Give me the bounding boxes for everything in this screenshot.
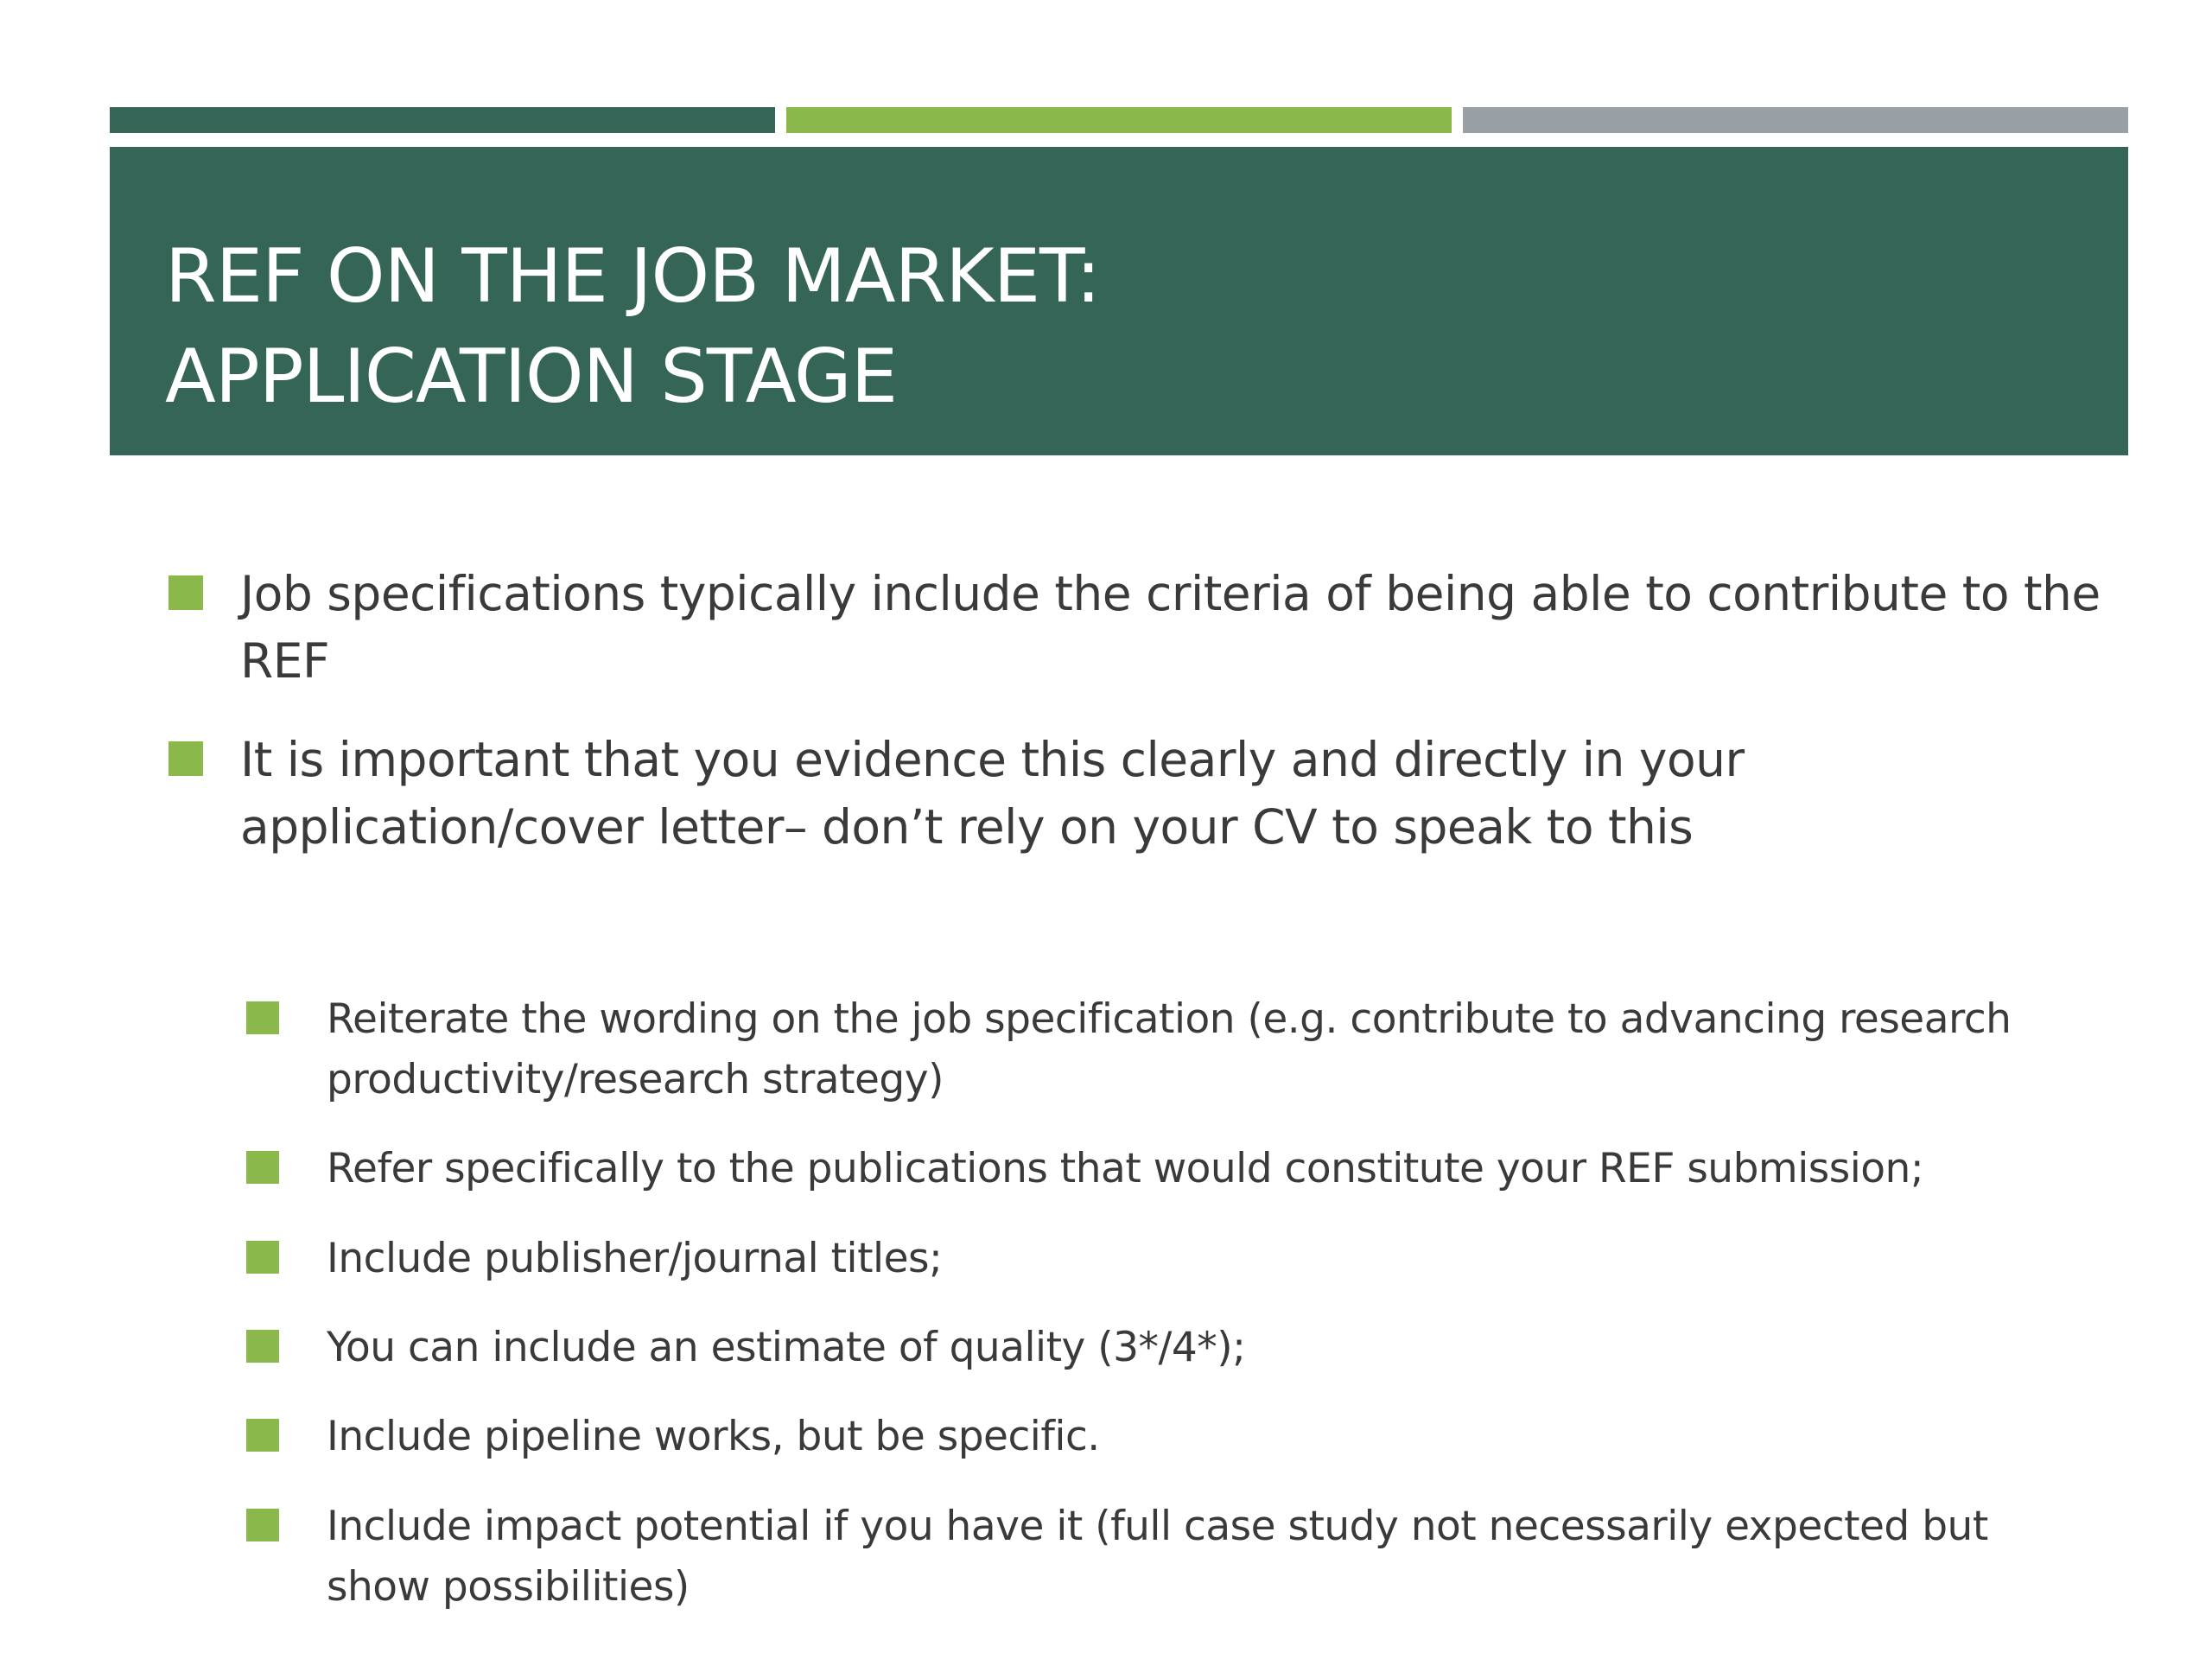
sub-bullet-text: Include publisher/journal titles; <box>327 1235 943 1282</box>
sub-bullet-text: Reiterate the wording on the job specification (e.g. contribute to advancing research productivity/research strategy) <box>327 995 2012 1103</box>
slide-title <box>165 226 1100 427</box>
square-bullet-icon <box>246 1241 279 1274</box>
sub-bullet-item <box>246 1407 2095 1467</box>
bullet-item <box>168 560 2104 695</box>
square-bullet-icon <box>168 575 203 610</box>
sub-bullet-item <box>246 1497 2095 1618</box>
bullet-item <box>168 726 1810 861</box>
slide-title-line-1: REF ON THE JOB MARKET: <box>165 233 1101 320</box>
accent-bar-dark-green <box>110 107 775 133</box>
sub-bullet-item <box>246 1318 2095 1378</box>
slide-title-line-2: APPLICATION STAGE <box>165 334 898 420</box>
sub-bullet-text: Include impact potential if you have it (full case study not necessarily expected but show possibilities) <box>327 1503 1988 1611</box>
square-bullet-icon <box>246 1419 279 1452</box>
title-band <box>110 147 2128 455</box>
sub-bullet-text: Include pipeline works, but be specific. <box>327 1413 1100 1460</box>
sub-bullet-text: You can include an estimate of quality (3*/4*); <box>327 1324 1246 1371</box>
accent-bar-gray <box>1463 107 2128 133</box>
sub-bullet-item <box>246 1229 2095 1289</box>
square-bullet-icon <box>168 741 203 776</box>
square-bullet-icon <box>246 1001 279 1034</box>
square-bullet-icon <box>246 1330 279 1363</box>
square-bullet-icon <box>246 1509 279 1541</box>
bullet-text: It is important that you evidence this clearly and directly in your application/cover letter– don’t rely on your CV to speak to this <box>240 732 1745 855</box>
sub-bullet-item <box>246 1139 2147 1199</box>
accent-bar-light-green <box>786 107 1452 133</box>
sub-bullet-item <box>246 989 2095 1110</box>
square-bullet-icon <box>246 1151 279 1184</box>
bullet-text: Job specifications typically include the criteria of being able to contribute to the REF <box>240 566 2101 689</box>
sub-bullet-text: Refer specifically to the publications that would constitute your REF submission; <box>327 1145 1924 1192</box>
